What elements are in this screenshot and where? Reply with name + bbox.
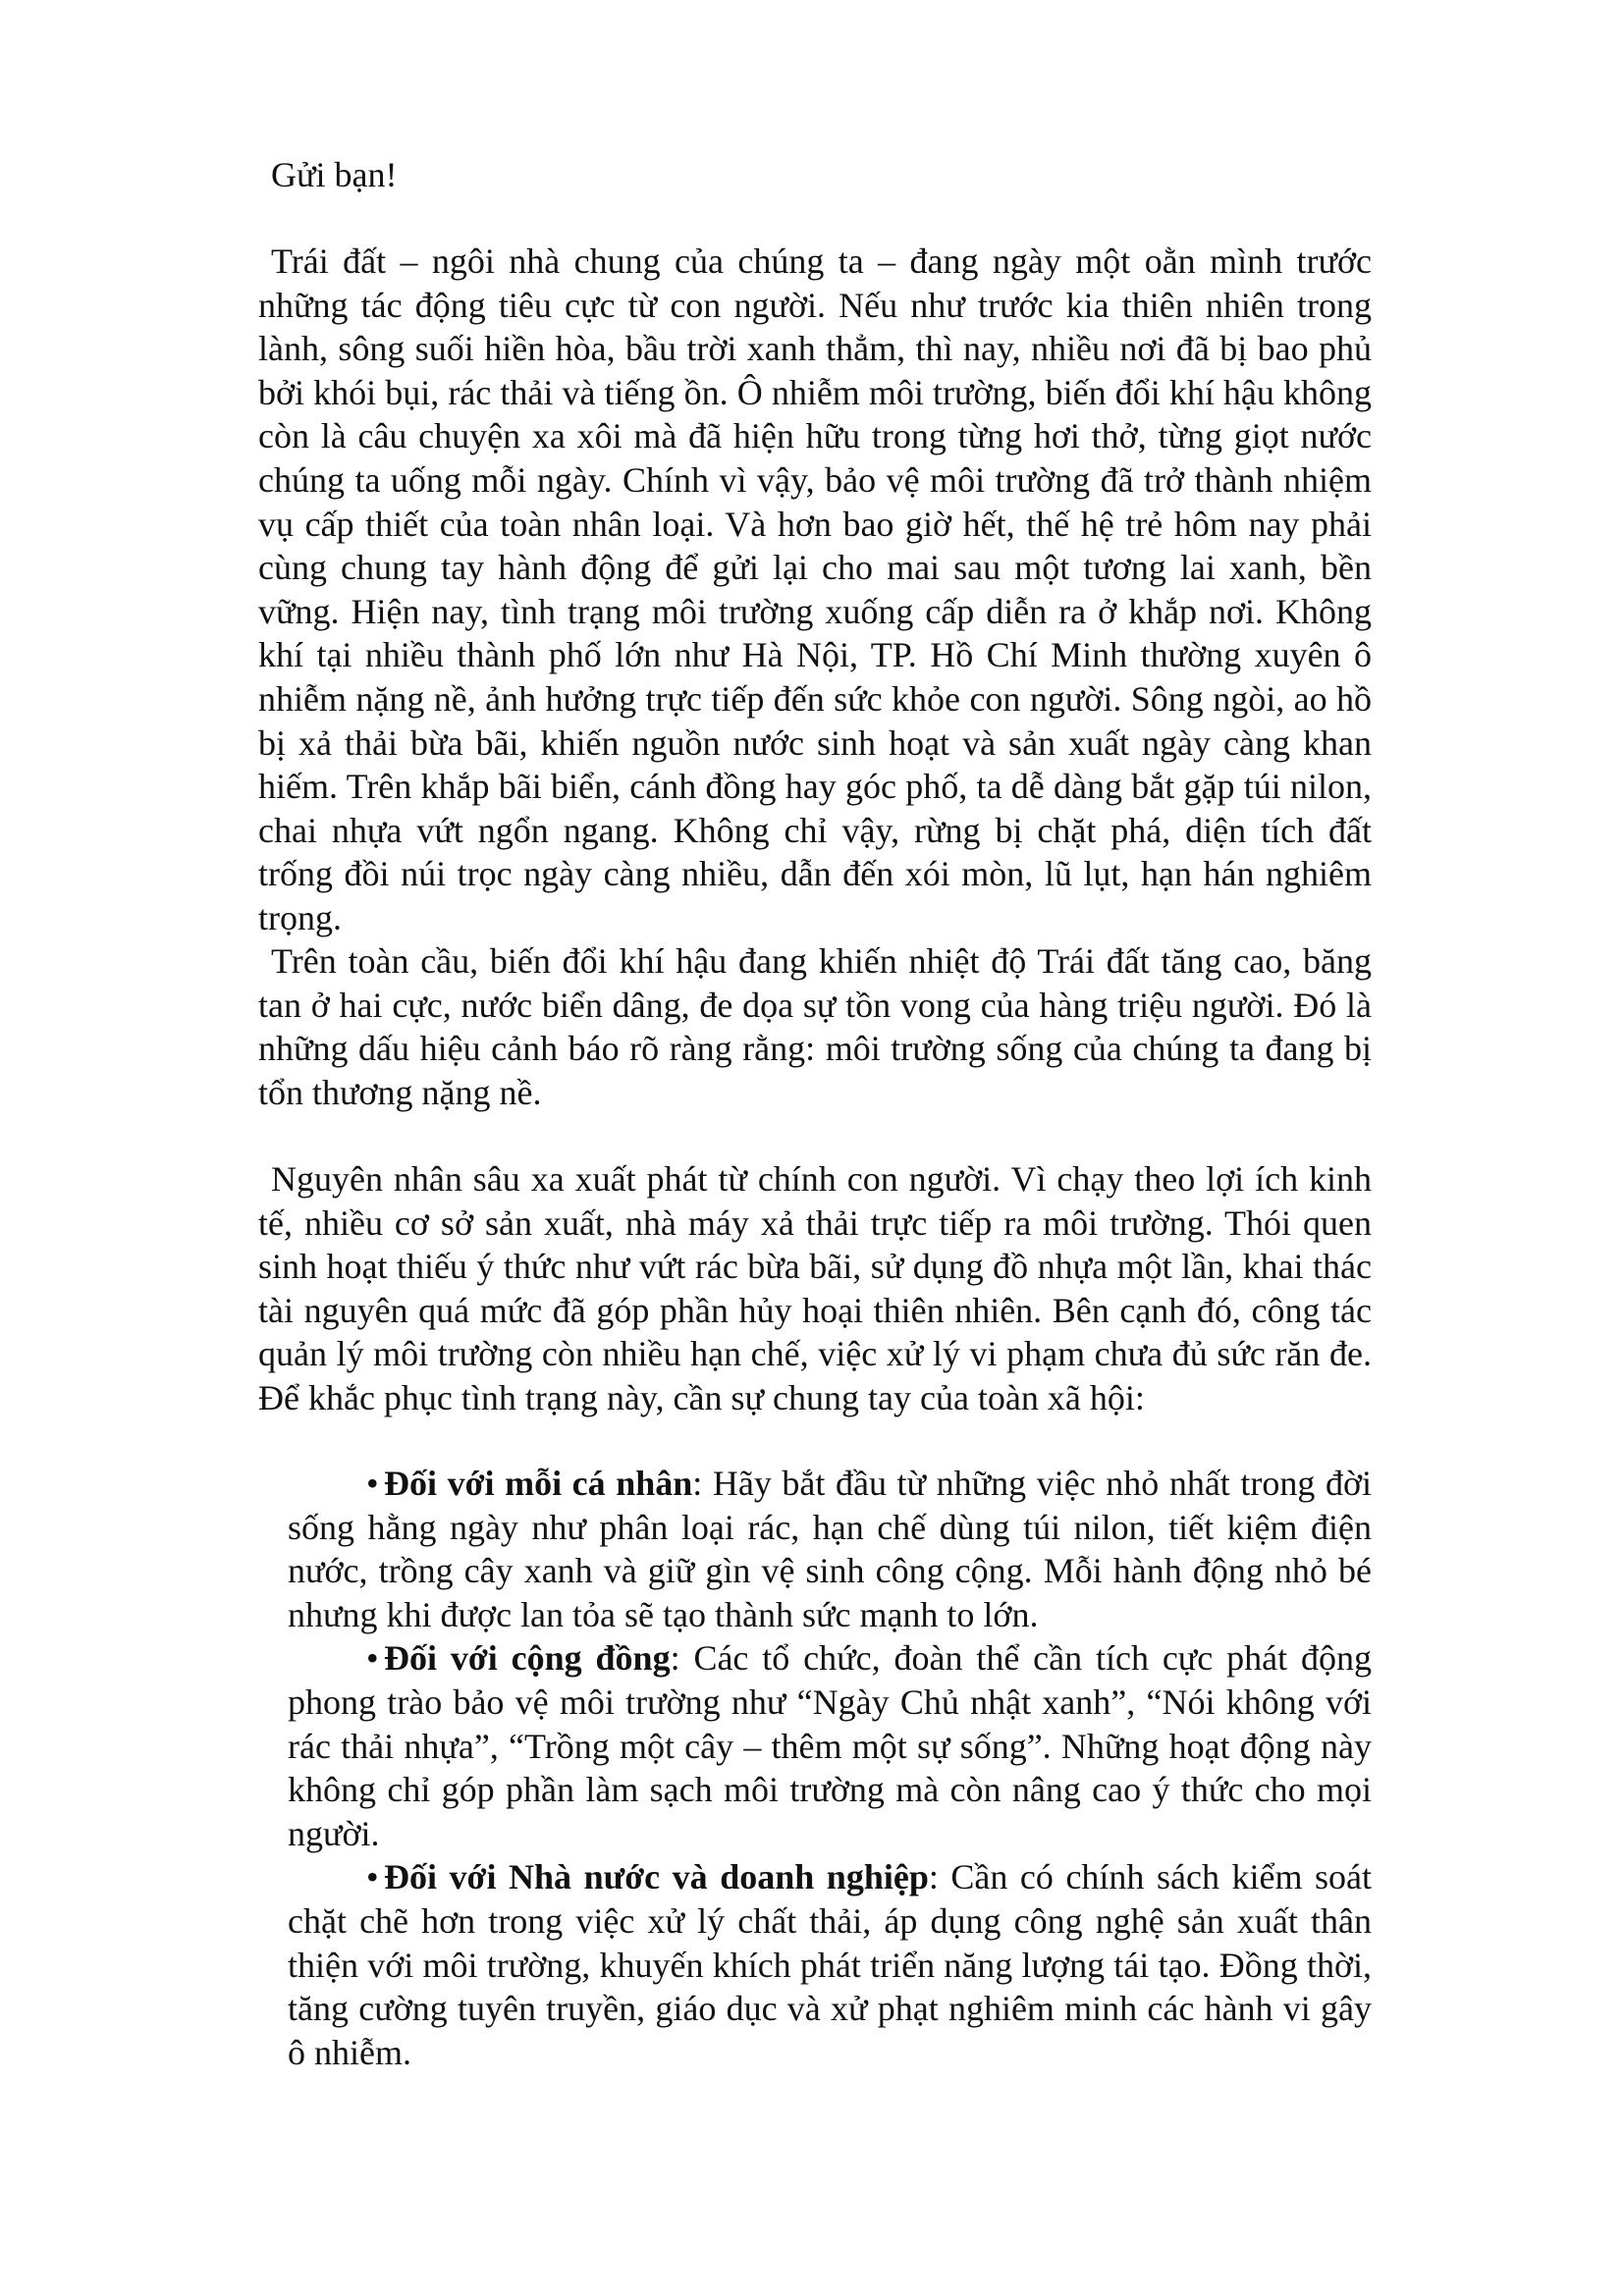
bullet-icon: • [366,1464,379,1503]
solution-heading: Đối với cộng đồng [384,1638,671,1679]
paragraph-introduction: Trái đất – ngôi nhà chung của chúng ta – đang ngày một oằn mình trước những tác động tiêu cực từ con người. Nếu như trước kia thiên nhiên trong lành, sông suối hiền hòa, bầu trời xanh thẳm, thì nay, nhiều nơi đã bị bao phủ bởi khói bụi, rác thải và tiếng ồn. Ô nhiễm môi trường, biến đổi khí hậu không còn là câu chuyện xa xôi mà đã hiện hữu trong từng hơi thở, từng giọt nước chúng ta uống mỗi ngày. Chính vì vậy, bảo vệ môi trường đã trở thành nhiệm vụ cấp thiết của toàn nhân loại. Và hơn bao giờ hết, thế hệ trẻ hôm nay phải cùng chung tay hành động để gửi lại cho mai sau một tương lai xanh, bền vững. Hiện nay, tình trạng môi trường xuống cấp diễn ra ở khắp nơi. Không khí tại nhiều thành phố lớn như Hà Nội, TP. Hồ Chí Minh thường xuyên ô nhiễm nặng nề, ảnh hưởng trực tiếp đến sức khỏe con người. Sông ngòi, ao hồ bị xả thải bừa bãi, khiến nguồn nước sinh hoạt và sản xuất ngày càng khan hiếm. Trên khắp bãi biển, cánh đồng hay góc phố, ta dễ dàng bắt gặp túi nilon, chai nhựa vứt ngổn ngang. Không chỉ vậy, rừng bị chặt phá, diện tích đất trống đồi núi trọc ngày càng nhiều, dẫn đến xói mòn, lũ lụt, hạn hán nghiêm trọng. [258,241,1372,937]
solutions-list [288,1462,1372,2074]
solution-individual [288,1462,1372,1636]
solution-text: : Hãy bắt đầu từ những việc nhỏ nhất trong đời sống hằng ngày như phân loại rác, hạn chế dùng túi nilon, tiết kiệm điện nước, trồng cây xanh và giữ gìn vệ sinh công cộng. Mỗi hành động nhỏ bé nhưng khi được lan tỏa sẽ tạo thành sức mạnh to lớn. [288,1464,1372,1634]
solution-text: : Cần có chính sách kiểm soát chặt chẽ hơn trong việc xử lý chất thải, áp dụng công nghệ sản xuất thân thiện với môi trường, khuyến khích phát triển năng lượng tái tạo. Đồng thời, tăng cường tuyên truyền, giáo dục và xử phạt nghiêm minh các hành vi gây ô nhiễm. [288,1857,1373,2072]
solution-text: : Các tổ chức, đoàn thể cần tích cực phát động phong trào bảo vệ môi trường như “Ngày Chủ nhật xanh”, “Nói không với rác thải nhựa”, “Trồng một cây – thêm một sự sống”. Những hoạt động này không chỉ góp phần làm sạch môi trường mà còn nâng cao ý thức cho mọi người. [288,1638,1372,1853]
solution-community [288,1636,1372,1855]
solution-heading: Đối với mỗi cá nhân [384,1464,693,1503]
solution-heading: Đối với Nhà nước và doanh nghiệp [384,1857,929,1897]
paragraph-causes: Nguyên nhân sâu xa xuất phát từ chính con người. Vì chạy theo lợi ích kinh tế, nhiều cơ sở sản xuất, nhà máy xả thải trực tiếp ra môi trường. Thói quen sinh hoạt thiếu ý thức như vứt rác bừa bãi, sử dụng đồ nhựa một lần, khai thác tài nguyên quá mức đã góp phần hủy hoại thiên nhiên. Bên cạnh đó, công tác quản lý môi trường còn nhiều hạn chế, việc xử lý vi phạm chưa đủ sức răn đe. Để khắc phục tình trạng này, cần sự chung tay của toàn xã hội: [258,1159,1372,1417]
bullet-icon: • [366,1857,379,1897]
paragraph-climate-change: Trên toàn cầu, biến đổi khí hậu đang khiến nhiệt độ Trái đất tăng cao, băng tan ở hai cực, nước biển dâng, đe dọa sự tồn vong của hàng triệu người. Đó là những dấu hiệu cảnh báo rõ ràng rằng: môi trường sống của chúng ta đang bị tổn thương nặng nề. [258,941,1372,1112]
salutation: Gửi bạn! [271,155,398,194]
solution-state-and-business [288,1855,1372,2074]
bullet-icon: • [366,1638,379,1679]
